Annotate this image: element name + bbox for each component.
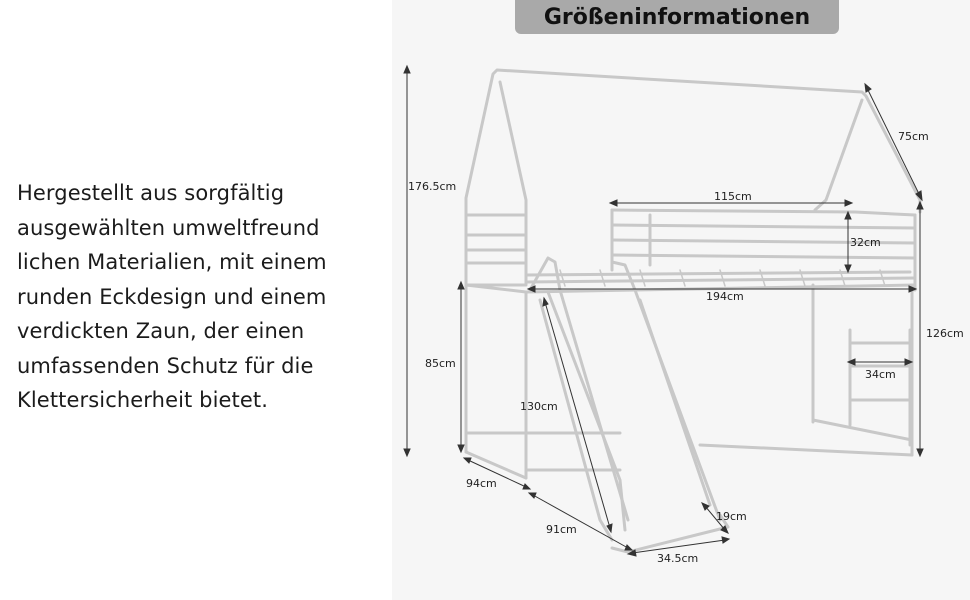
label-ladder-height: 126cm (926, 327, 964, 340)
description-line-5: verdickten Zaun, der einen (17, 319, 305, 343)
label-total-height: 176.5cm (408, 180, 457, 193)
description-line-6: umfassenden Schutz für die (17, 353, 314, 378)
description-line-3: lichen Materialien, mit einem (17, 250, 327, 274)
label-roof-slope: 75cm (898, 130, 929, 143)
description-line-1: Hergestellt aus sorgfältig (17, 181, 285, 205)
label-slide-end: 19cm (716, 510, 747, 523)
bed-frame-illustration (466, 70, 920, 552)
label-slide-base: 91cm (546, 523, 577, 536)
description-line-4: runden Eckdesign und einem (17, 284, 327, 309)
label-bed-width: 94cm (466, 477, 497, 490)
label-rail-length: 115cm (714, 190, 752, 203)
page-title: Größeninformationen (515, 0, 839, 34)
description-line-7: Klettersicherheit bietet. (17, 388, 268, 412)
label-under-height: 85cm (425, 357, 456, 370)
label-slide-length: 130cm (520, 400, 558, 413)
description-line-2: ausgewählten umweltfreund (17, 215, 320, 240)
label-rail-height: 32cm (850, 236, 881, 249)
label-slide-width: 34.5cm (657, 552, 699, 565)
label-ladder-width: 34cm (865, 368, 896, 381)
label-bed-length: 194cm (706, 290, 744, 303)
dimension-labels (408, 130, 964, 565)
